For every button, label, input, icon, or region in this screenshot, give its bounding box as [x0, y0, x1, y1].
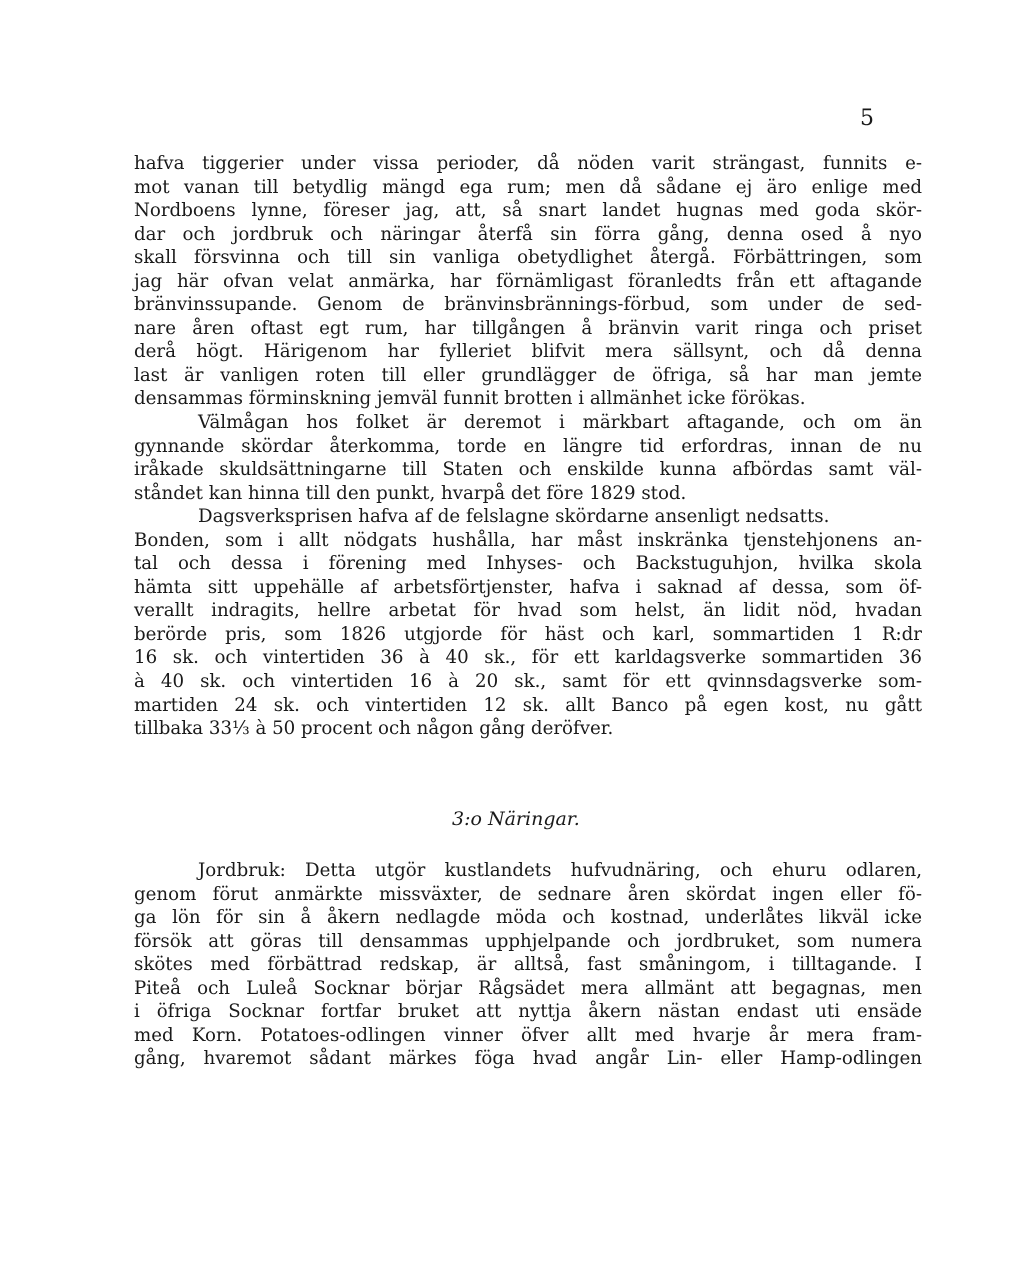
text-line: Bonden, som i allt nödgats hushålla, har måst inskränka tjenstehjonens an- [134, 529, 922, 551]
text-line: jag här ofvan velat anmärka, har förnämligast föranledts från ett aftagande [134, 270, 922, 292]
text-line: tillbaka 33⅓ à 50 procent och någon gång deröfver. [134, 718, 614, 740]
section-heading: 3:o Näringar. [452, 808, 580, 830]
text-line: iråkade skuldsättningarne till Staten och enskilde kunna afbördas samt väl- [134, 459, 922, 481]
text-line: Jordbruk: Detta utgör kustlandets hufvudnäring, och ehuru odlaren, [198, 860, 922, 881]
text-line: ga lön för sin å åkern nedlagde möda och kostnad, underlåtes likväl icke [134, 907, 922, 929]
text-line: à 40 sk. och vintertiden 16 à 20 sk., samt för ett qvinnsdagsverke som- [134, 671, 922, 693]
text-line: Nordboens lynne, föreser jag, att, så snart landet hugnas med goda skör- [134, 200, 922, 222]
text-line: hafva tiggerier under vissa perioder, då nöden varit strängast, funnits e- [134, 153, 922, 174]
body-text-block [134, 859, 922, 1071]
text-line: med Korn. Potatoes-odlingen vinner öfver allt med hvarje år mera fram- [134, 1024, 922, 1046]
text-line: derå högt. Härigenom har fylleriet blifvit mera sällsynt, och då denna [134, 341, 922, 363]
text-line: försök att göras till densammas upphjelpande och jordbruket, som numera [134, 930, 922, 952]
text-line: hämta sitt uppehälle af arbetsförtjenster, hafva i saknad af dessa, som öf- [134, 576, 922, 598]
text-line: tal och dessa i förening med Inhyses- och Backstuguhjon, hvilka skola [134, 553, 922, 575]
text-line: skötes med förbättrad redskap, är alltså, fast småningom, i tilltagande. I [134, 954, 922, 976]
text-line: mot vanan till betydlig mängd ega rum; men då sådane ej äro enlige med [134, 176, 922, 198]
text-line: gynnande skördar återkomma, torde en längre tid erfordras, innan de nu [134, 435, 922, 457]
text-line: ståndet kan hinna till den punkt, hvarpå det före 1829 stod. [134, 482, 687, 504]
text-line: Piteå och Luleå Socknar börjar Rågsädet mera allmänt att begagnas, men [134, 977, 922, 999]
body-text-block [134, 152, 922, 741]
text-line: skall försvinna och till sin vanliga obetydlighet återgå. Förbättringen, som [134, 247, 922, 269]
text-line: nare åren oftast egt rum, har tillgången å bränvin varit ringa och priset [134, 317, 922, 339]
text-line: i öfriga Socknar fortfar bruket att nyttja åkern nästan endast uti ensäde [134, 1001, 922, 1023]
text-line: gång, hvaremot sådant märkes föga hvad angår Lin- eller Hamp-odlingen [134, 1048, 922, 1070]
text-line: berörde pris, som 1826 utgjorde för häst och karl, sommartiden 1 R:dr [134, 623, 922, 645]
text-line: Dagsverksprisen hafva af de felslagne skördarne ansenligt nedsatts. [198, 506, 830, 528]
text-line: last är vanligen roten till eller grundlägger de öfriga, så har man jemte [134, 364, 922, 386]
page-number: 5 [860, 106, 874, 131]
text-line: dar och jordbruk och näringar återfå sin förra gång, denna osed å nyo [134, 223, 922, 245]
text-line: 16 sk. och vintertiden 36 à 40 sk., för ett karldagsverke sommartiden 36 [134, 647, 922, 669]
text-line: verallt indragits, hellre arbetat för hvad som helst, än lidit nöd, hvadan [134, 600, 922, 622]
text-line: genom förut anmärkte missväxter, de sednare åren skördat ingen eller fö- [134, 883, 922, 905]
text-line: densammas förminskning jemväl funnit brotten i allmänhet icke förökas. [134, 388, 806, 410]
text-line: bränvinssupande. Genom de bränvinsbrännings-förbud, som under de sed- [134, 294, 922, 316]
text-line: martiden 24 sk. och vintertiden 12 sk. allt Banco på egen kost, nu gått [134, 694, 922, 716]
text-line: Välmågan hos folket är deremot i märkbart aftagande, och om än [198, 412, 922, 434]
